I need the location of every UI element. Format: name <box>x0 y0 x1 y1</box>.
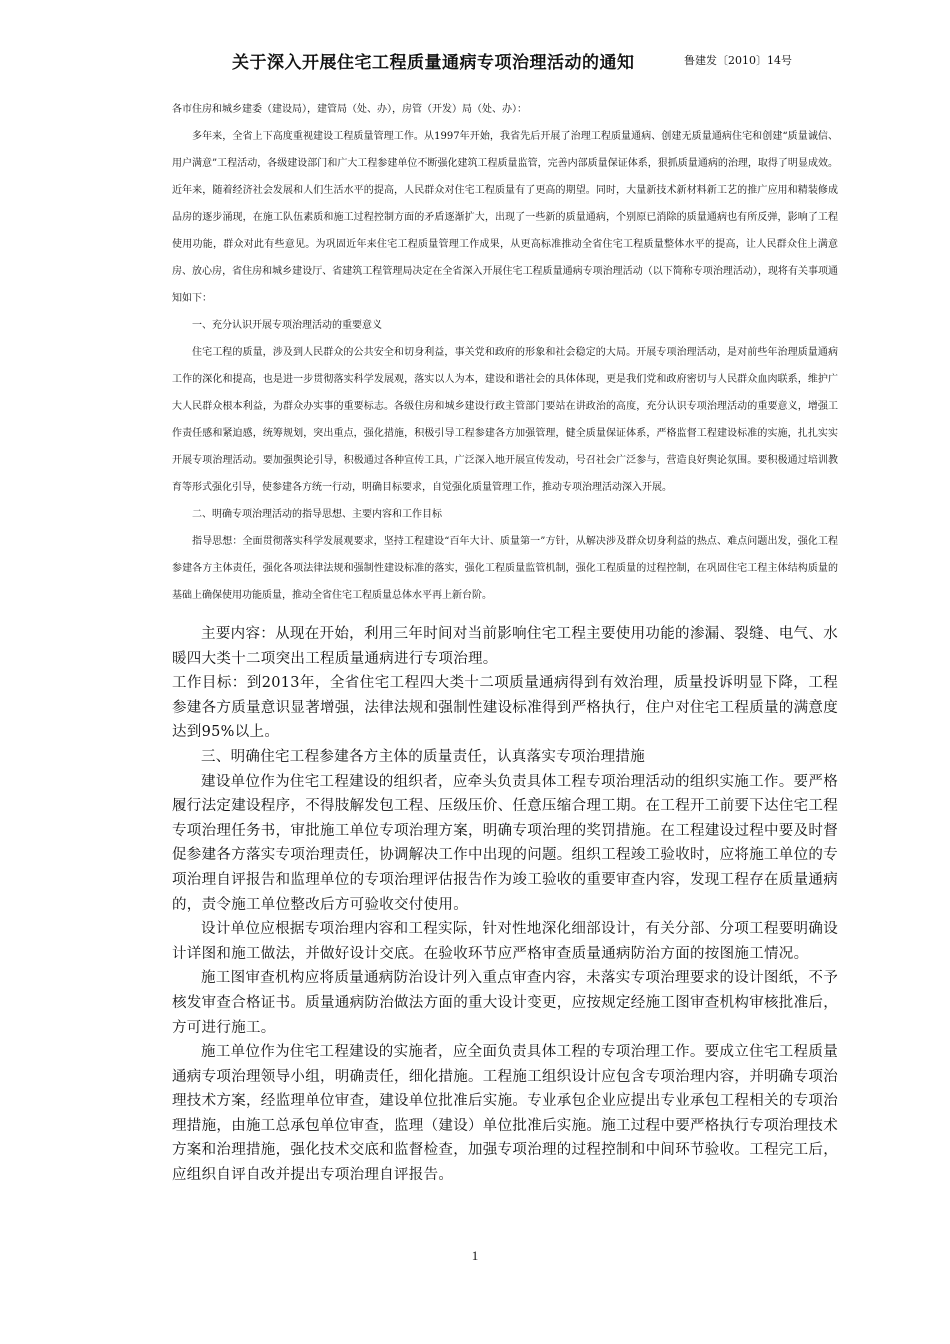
section-heading-3: 三、明确住宅工程参建各方主体的质量责任，认真落实专项治理措施 <box>201 748 645 765</box>
guiding-thought-paragraph: 指导思想：全面贯彻落实科学发展观要求，坚持工程建设“百年大计、质量第一”方针，从解决涉及群众切身利益的热点、难点问题出发，强化工程参建各方主体责任，强化各项法律法规和强制性建设标准的落实，强化工程质量监管机制，强化工程质量的过程控制，在巩固住宅工程主体结构质量的基础上确保使用功能质量，推动全省住宅工程质量总体水平再上新台阶。 <box>172 536 838 601</box>
document-number: 鲁建发〔2010〕14号 <box>684 54 792 67</box>
salutation: 各市住房和城乡建委（建设局），建管局（处、办），房管（开发）局（处、办）： <box>172 104 527 115</box>
construction-unit-paragraph: 建设单位作为住宅工程建设的组织者，应牵头负责具体工程专项治理活动的组织实施工作。要严格履行法定建设程序，不得肢解发包工程、压级压价、任意压缩合理工期。在工程开工前要下达住宅工程专项治理任务书，审批施工单位专项治理方案，明确专项治理的奖罚措施。在工程建设过程中要及时督促参建各方落实专项治理责任，协调解决工作中出现的问题。组织工程竣工验收时，应将施工单位的专项治理自评报告和监理单位的专项治理评估报告作为竣工验收的重要审查内容，发现工程存在质量通病的，责令施工单位整改后方可验收交付使用。 <box>172 773 838 913</box>
document-title: 关于深入开展住宅工程质量通病专项治理活动的通知 <box>232 53 635 73</box>
page-number: 1 <box>471 1248 479 1263</box>
significance-paragraph: 住宅工程的质量，涉及到人民群众的公共安全和切身利益，事关党和政府的形象和社会稳定的大局。开展专项治理活动，是对前些年治理质量通病工作的深化和提高，也是进一步贯彻落实科学发展观，落实以人为本，建设和谐社会的具体体现，更是我们党和政府密切与人民群众血肉联系，维护广大人民群众根本利益，为群众办实事的重要标志。各级住房和城乡建设行政主管部门要站在讲政治的高度，充分认识专项治理活动的重要意义，增强工作责任感和紧迫感，统筹规划，突出重点，强化措施，积极引导工程参建各方加强管理，健全质量保证体系，严格监督工程建设标准的实施，扎扎实实开展专项治理活动。要加强舆论引导，积极通过各种宣传工具，广泛深入地开展宣传发动，号召社会广泛参与，营造良好舆论氛围。要积极通过培训教育等形式强化引导，使参建各方统一行动，明确目标要求，自觉强化质量管理工作，推动专项治理活动深入开展。 <box>172 347 838 493</box>
work-goal-paragraph: 工作目标：到2013年，全省住宅工程四大类十二项质量通病得到有效治理，质量投诉明显下降，工程参建各方质量意识显著增强，法律法规和强制性建设标准得到严格执行，住户对住宅工程质量的满意度达到95%以上。 <box>172 675 838 741</box>
design-unit-paragraph: 设计单位应根据专项治理内容和工程实际，针对性地深化细部设计，有关分部、分项工程要明确设计详图和施工做法，并做好设计交底。在验收环节应严格审查质量通病防治方面的按图施工情况。 <box>172 921 838 962</box>
section-heading-2: 二、明确专项治理活动的指导思想、主要内容和工作目标 <box>192 509 442 520</box>
intro-paragraph: 多年来，全省上下高度重视建设工程质量管理工作。从1997年开始，我省先后开展了治理工程质量通病、创建无质量通病住宅和创建“质量诚信、用户满意”工程活动，各级建设部门和广大工程参建单位不断强化建筑工程质量监管，完善内部质量保证体系，狠抓质量通病的治理，取得了明显成效。近年来，随着经济社会发展和人们生活水平的提高，人民群众对住宅工程质量有了更高的期望。同时，大量新技术新材料新工艺的推广应用和精装修成品房的逐步涌现，在施工队伍素质和施工过程控制方面的矛盾逐渐扩大，出现了一些新的质量通病，个别原已消除的质量通病也有所反弹，影响了工程使用功能，群众对此有些意见。为巩固近年来住宅工程质量管理工作成果，从更高标准推动全省住宅工程质量整体水平的提高，让人民群众住上满意房、放心房，省住房和城乡建设厅、省建筑工程管理局决定在全省深入开展住宅工程质量通病专项治理活动（以下简称专项治理活动），现将有关事项通知如下： <box>172 131 838 304</box>
section-heading-1: 一、充分认识开展专项治理活动的重要意义 <box>192 320 382 331</box>
contractor-paragraph: 施工单位作为住宅工程建设的实施者，应全面负责具体工程的专项治理工作。要成立住宅工程质量通病专项治理领导小组，明确责任，细化措施。工程施工组织设计应包含专项治理内容，并明确专项治理技术方案，经监理单位审查，建设单位批准后实施。专业承包企业应提出专业承包工程相关的专项治理措施，由施工总承包单位审查，监理（建设）单位批准后实施。施工过程中要严格执行专项治理技术方案和治理措施，强化技术交底和监督检查，加强专项治理的过程控制和中间环节验收。工程完工后，应组织自评自改并提出专项治理自评报告。 <box>172 1044 838 1184</box>
review-agency-paragraph: 施工图审查机构应将质量通病防治设计列入重点审查内容，未落实专项治理要求的设计图纸，不予核发审查合格证书。质量通病防治做法方面的重大设计变更，应按规定经施工图审查机构审核批准后，方可进行施工。 <box>172 970 838 1036</box>
small-text-section <box>172 96 838 609</box>
large-text-section <box>172 622 838 1188</box>
main-content-paragraph: 主要内容：从现在开始，利用三年时间对当前影响住宅工程主要使用功能的渗漏、裂缝、电气、水暖四大类十二项突出工程质量通病进行专项治理。 <box>172 626 838 667</box>
